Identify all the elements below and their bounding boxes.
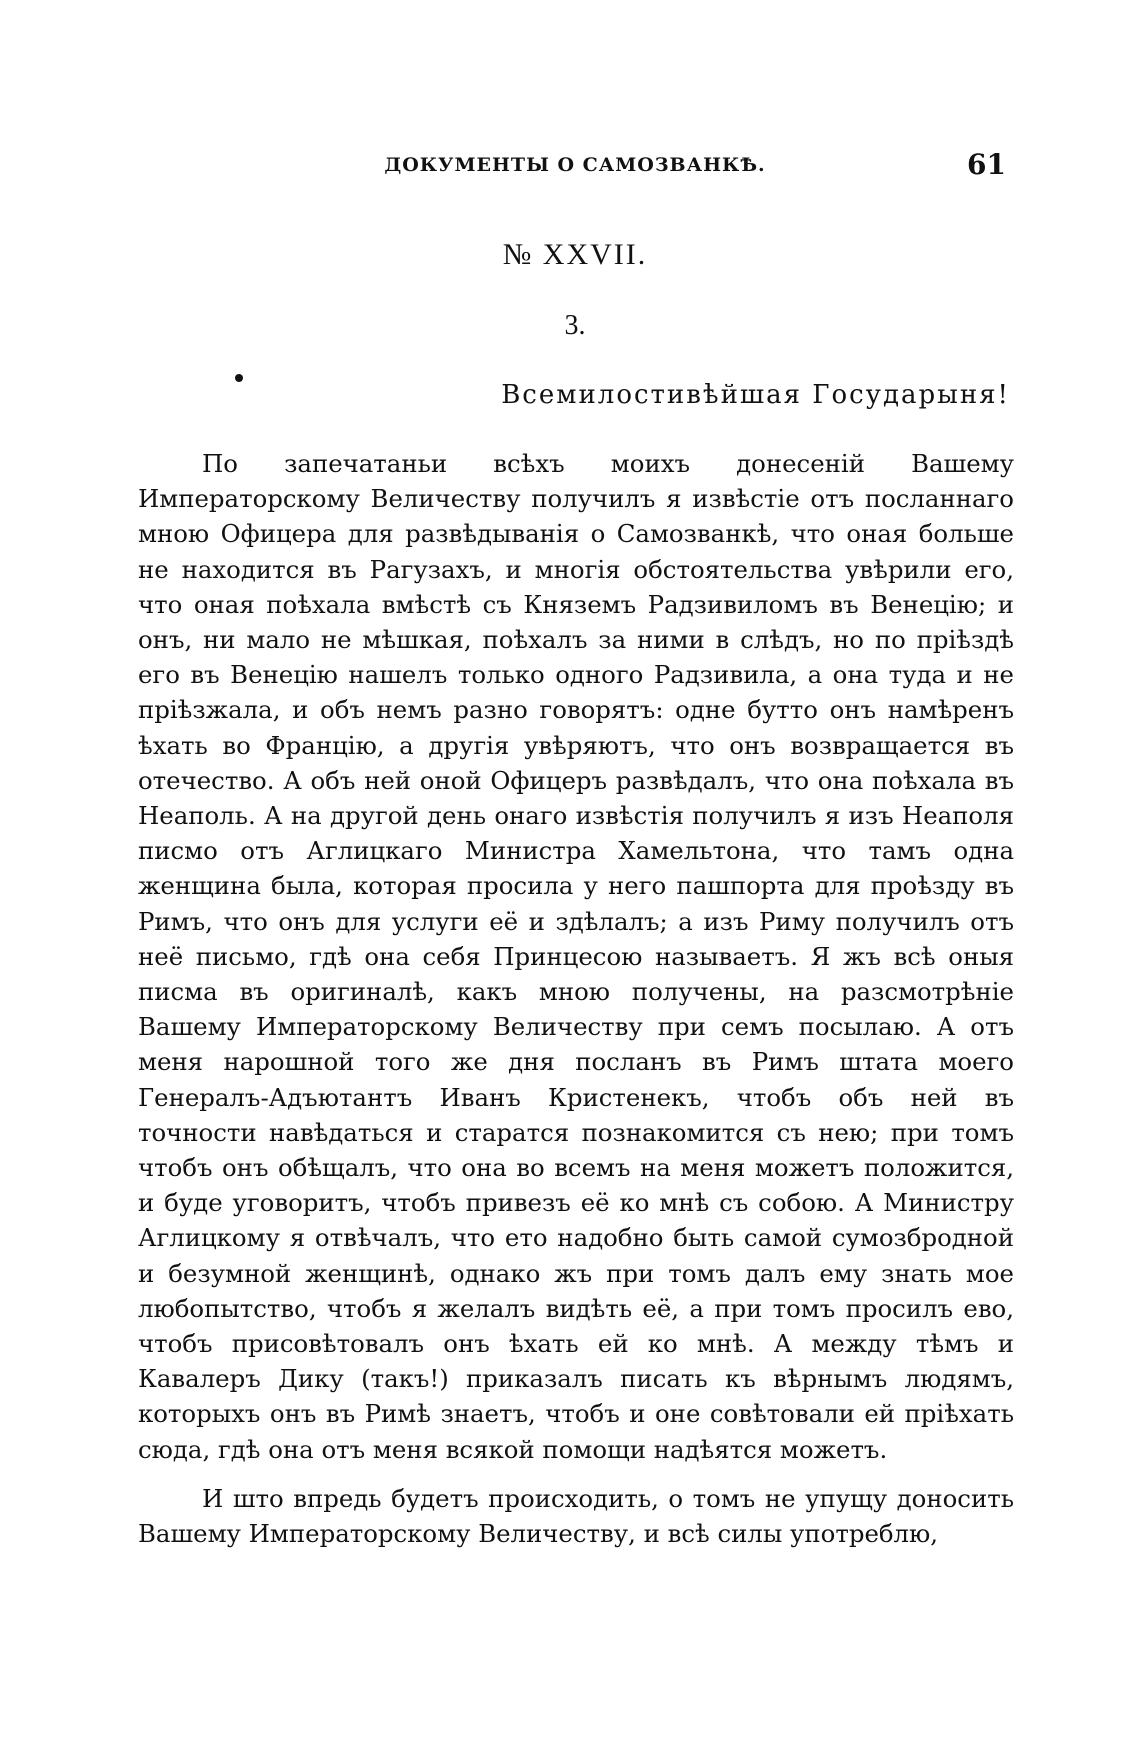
page-number: 61 [967, 148, 1006, 181]
running-head [140, 148, 1010, 188]
document-number: № XXVII. [502, 238, 648, 271]
running-title: ДОКУМЕНТЫ О САМОЗВАНКѢ. [384, 154, 766, 176]
salutation: Всемилостивѣйшая Государыня! [501, 380, 1010, 410]
printing-speck [235, 374, 243, 382]
paragraph-main: По запечатаньи всѣхъ моихъ донесеній Вашему Императорскому Величеству получилъ я извѣстіе отъ посланнаго мною Офицера для развѣдыванія о Самозванкѣ, что оная больше не находится въ Рагузахъ, и многія обстоятельства увѣрили его, что оная поѣхала вмѣстѣ съ Княземъ Радзивиломъ въ Венецію; и онъ, ни мало не мѣшкая, поѣхалъ за ними в слѣдъ, но по пріѣздѣ его въ Венецію нашелъ только одного Радзивила, а она туда и не пріѣзжала, и объ немъ разно говорятъ: одне бутто онъ намѣренъ ѣхать во Францію, а другія увѣряютъ, что онъ возвращается въ отечество. А объ ней оной Офицеръ развѣдалъ, что она поѣхала въ Неаполь. А на другой день онаго извѣстія получилъ я изъ Неаполя писмо отъ Аглицкаго Министра Хамельтона, что тамъ одна женщина была, которая просила у него пашпорта для проѣзду въ Римъ, что онъ для услуги её и здѣлалъ; а изъ Риму получилъ отъ неё письмо, гдѣ она себя Принцесою называетъ. Я жъ всѣ оныя писма въ оригиналѣ, какъ мною получены, на разсмотрѣніе Вашему Императорскому Величеству при семъ посылаю. А отъ меня нарошной того же дня посланъ въ Римъ штата моего Генералъ-Адъютантъ Иванъ Кристенекъ, чтобъ объ ней въ точности навѣдаться и старатся познакомится съ нею; при томъ чтобъ онъ обѣщалъ, что она во всемъ на меня можетъ положится, и буде уговоритъ, чтобъ привезъ её ко мнѣ съ собою. А Министру Аглицкому я отвѣчалъ, что ето надобно быть самой сумозбродной и безумной женщинѣ, однако жъ при томъ далъ ему знать мое любопытство, чтобъ я желалъ видѣть её, а при томъ просилъ ево, чтобъ присовѣтовалъ онъ ѣхать ей ко мнѣ. А между тѣмъ и Кавалеръ Дику (такъ!) приказалъ писать къ вѣрнымъ людямъ, которыхъ онъ въ Римѣ знаетъ, чтобъ и оне совѣтовали ей пріѣхать сюда, гдѣ она отъ меня всякой помощи надѣятся можетъ. [138, 449, 1014, 1464]
letter-body [138, 446, 1014, 1551]
paragraph-closing: И што впредь будетъ происходить, о томъ не упущу доносить Вашему Императорскому Величеству, и всѣ силы употреблю, [138, 1483, 1014, 1549]
document-sub-number: 3. [564, 310, 586, 341]
